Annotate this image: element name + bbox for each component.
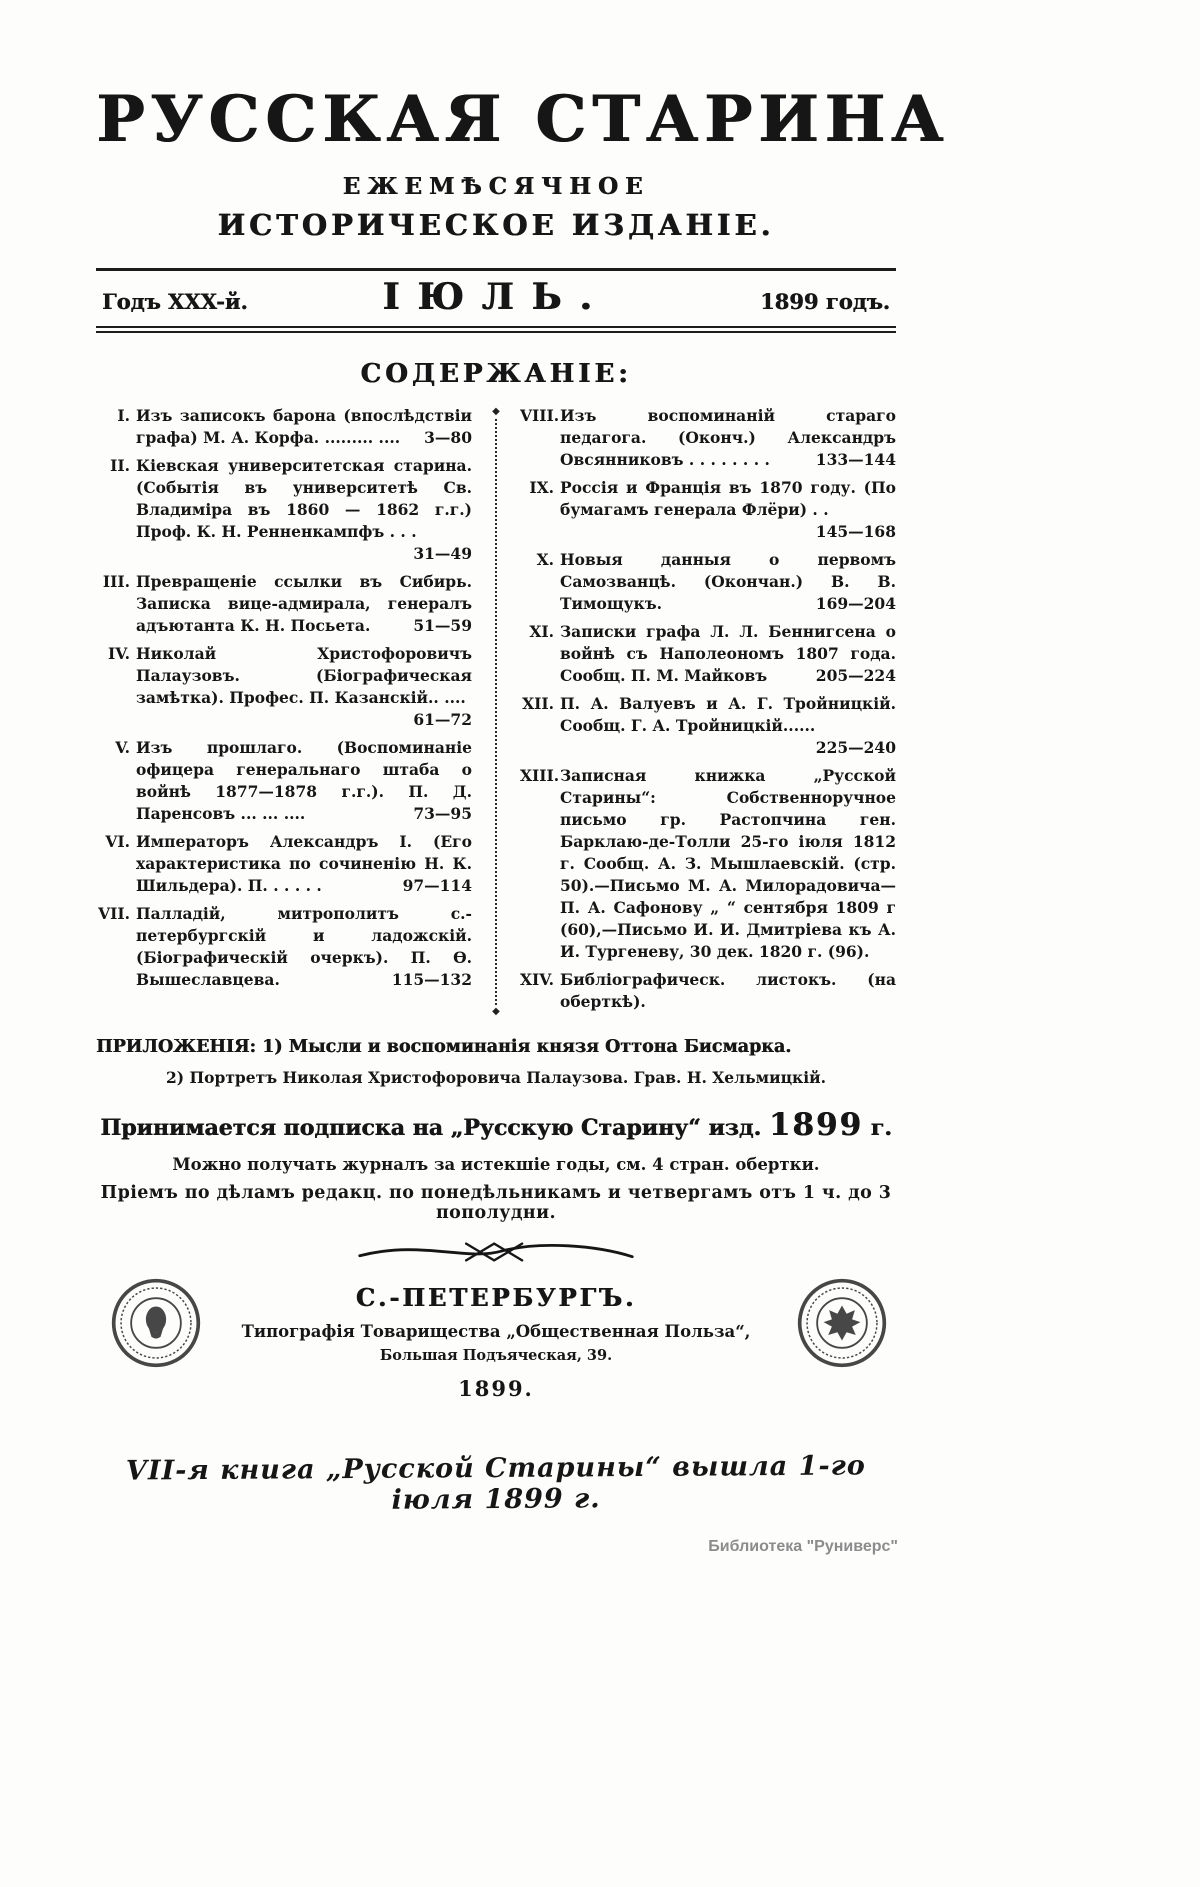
ornamental-divider	[96, 1235, 896, 1273]
toc-entry	[96, 903, 472, 991]
page-content	[96, 0, 949, 1516]
toc-entry-number: XIII.	[520, 766, 560, 786]
toc-entry	[96, 405, 472, 449]
column-divider-ornament	[472, 405, 520, 1019]
toc-entry-number: VII.	[98, 904, 130, 924]
toc-entry	[96, 455, 472, 565]
divider-top-finial: ◆	[492, 406, 500, 418]
library-stamp-right	[796, 1275, 888, 1375]
office-hours-note: Пріемъ по дѣламъ редакц. по понедѣльникамъ и четвергамъ отъ 1 ч. до 3 пополудни.	[100, 1183, 892, 1224]
toc-entry	[520, 621, 896, 687]
table-of-contents	[96, 405, 896, 1019]
handwritten-note: VII-я книга „Русской Старины“ вышла 1-го іюля 1899 г.	[125, 1450, 866, 1516]
toc-column-left	[96, 405, 472, 1019]
toc-column-right	[520, 405, 896, 1019]
toc-entry-number: V.	[115, 738, 130, 758]
issue-info-bar	[96, 268, 896, 333]
round-seal-crest-icon	[796, 1275, 888, 1371]
toc-entry-title: Изъ записокъ барона (впослѣдствіи графа) М. А. Корфа. ......... ....	[136, 406, 472, 448]
toc-entry-title: Записки графа Л. Л. Беннигсена о войнѣ съ Наполеономъ 1807 года. Сообщ. П. М. Майковъ	[560, 622, 896, 686]
issue-month: ІЮЛЬ.	[382, 276, 610, 319]
toc-entry-pages: 133—144	[815, 450, 896, 470]
toc-entry-pages: 61—72	[413, 710, 472, 730]
toc-entry-number: IV.	[108, 644, 130, 664]
toc-entry-number: X.	[536, 550, 554, 570]
toc-heading: СОДЕРЖАНІЕ:	[360, 359, 632, 390]
toc-entry-title: Изъ прошлаго. (Воспоминаніе офицера генеральнаго штаба о войнѣ 1877—1878 г.г.). П. Д. Паренсовъ ... ... ....	[136, 738, 472, 824]
imprint-block	[96, 1283, 896, 1401]
imprint-city: С.-ПЕТЕРБУРГЪ.	[355, 1283, 637, 1313]
toc-entry-pages: 51—59	[413, 616, 472, 636]
toc-entry	[520, 765, 896, 963]
toc-entry-title: Записная книжка „Русской Старины“: Собственноручное письмо гр. Растопчина ген. Барклаю-де-Толли 25-го іюля 1812 г. Сообщ. А. З. Мышлаевскій. (стр. 50).—Письмо М. А. Милорадовича—П. А. Сафонову „ “ сентября 1809 г (60),—Письмо И. И. Дмитріева къ А. И. Тургеневу, 30 дек. 1820 г. (96).	[560, 766, 896, 962]
divider-dotted-rule	[495, 419, 497, 1005]
appendices-line-1: ПРИЛОЖЕНІЯ: 1) Мысли и воспоминанія князя Оттона Бисмарка.	[96, 1037, 792, 1058]
subscription-text: Принимается подписка на „Русскую Старину“ изд.	[100, 1115, 769, 1142]
toc-entry-number: XI.	[529, 622, 554, 642]
toc-entry-title: Изъ воспоминаній стараго педагога. (Оконч.) Александръ Овсянниковъ . . . . . . . .	[560, 406, 896, 470]
toc-entry	[520, 405, 896, 471]
toc-entry-pages: 205—224	[815, 666, 896, 686]
issue-volume: Годъ XXX-й.	[102, 289, 248, 315]
toc-entry-number: VIII.	[520, 406, 560, 426]
subscription-announcement	[96, 1107, 896, 1143]
toc-entry	[96, 643, 472, 731]
toc-entry	[96, 571, 472, 637]
subscription-suffix: г.	[862, 1115, 892, 1142]
toc-entry-pages: 169—204	[815, 594, 896, 614]
flourish-swash	[356, 1235, 636, 1269]
toc-entry-pages: 225—240	[815, 738, 896, 758]
round-seal-portrait-icon	[110, 1275, 202, 1371]
toc-entry-number: XIV.	[520, 970, 554, 990]
toc-entry-number: IX.	[529, 478, 554, 498]
toc-entry-title: Кіевская университетская старина. (Событія въ университетѣ Св. Владиміра въ 1860 — 1862 г.г.) Проф. К. Н. Ренненкампфъ . . .	[136, 456, 472, 542]
toc-entry-title: Палладій, митрополитъ с.-петербургскій и ладожскій. (Біографическій очеркъ). П. Ѳ. Вышеславцева.	[136, 904, 472, 990]
issue-year: 1899 годъ.	[759, 289, 890, 315]
toc-entry	[520, 477, 896, 543]
toc-entry-title: Россія и Франція въ 1870 году. (По бумагамъ генерала Флёри) . .	[560, 478, 896, 520]
toc-entry-number: I.	[117, 406, 130, 426]
journal-title: РУССКАЯ СТАРИНА	[96, 82, 949, 157]
library-watermark: Библиотека "Руниверс"	[708, 1538, 898, 1555]
toc-entry-title: Превращеніе ссылки въ Сибирь. Записка вице-адмирала, генералъ адъютанта К. Н. Посьета.	[136, 572, 472, 636]
subscription-year: 1899	[768, 1107, 863, 1144]
imprint-printer: Типографія Товарищества „Общественная Польза“,	[241, 1322, 751, 1342]
appendices-line-2: 2) Портретъ Николая Христофоровича Палаузова. Грав. Н. Хельмицкій.	[165, 1068, 826, 1088]
masthead-subtitle-historical: ИСТОРИЧЕСКОЕ ИЗДАНІЕ.	[217, 208, 775, 243]
toc-entry	[96, 831, 472, 897]
toc-entry-number: II.	[110, 456, 130, 476]
toc-entry-number: VI.	[105, 832, 130, 852]
toc-entry-title: П. А. Валуевъ и А. Г. Тройницкій. Сообщ. Г. А. Тройницкій......	[560, 694, 896, 736]
toc-entry	[520, 549, 896, 615]
toc-entry-pages: 31—49	[413, 544, 472, 564]
toc-entry	[520, 693, 896, 759]
toc-entry-number: III.	[102, 572, 130, 592]
imprint-address: Большая Подъяческая, 39.	[379, 1347, 613, 1365]
toc-entry-number: XII.	[522, 694, 554, 714]
divider-bottom-finial: ◆	[492, 1006, 500, 1018]
imprint-year: 1899.	[458, 1376, 534, 1402]
toc-entry-title: Библіографическ. листокъ. (на оберткѣ).	[560, 970, 896, 1012]
toc-entry-pages: 73—95	[413, 804, 472, 824]
toc-entry-title: Императоръ Александръ I. (Его характеристика по сочиненію Н. К. Шильдера). П. . . . . .	[136, 832, 472, 896]
library-stamp-left	[110, 1275, 202, 1375]
toc-entry	[96, 737, 472, 825]
toc-entry-title: Новыя данныя о первомъ Самозванцѣ. (Окончан.) В. В. Тимощукъ.	[560, 550, 896, 614]
masthead-subtitle-monthly: ЕЖЕМѢСЯЧНОЕ	[342, 173, 650, 201]
toc-entry-pages: 97—114	[402, 876, 472, 896]
toc-entry-pages: 115—132	[391, 970, 472, 990]
toc-entry-pages: 145—168	[815, 522, 896, 542]
toc-entry	[520, 969, 896, 1013]
toc-entry-pages: 3—80	[424, 428, 472, 448]
toc-entry-title: Николай Христофоровичъ Палаузовъ. (Біографическая замѣтка). Профес. П. Казанскій.. ....	[136, 644, 472, 708]
back-issues-note: Можно получать журналъ за истекшіе годы, см. 4 стран. обертки.	[172, 1155, 820, 1175]
